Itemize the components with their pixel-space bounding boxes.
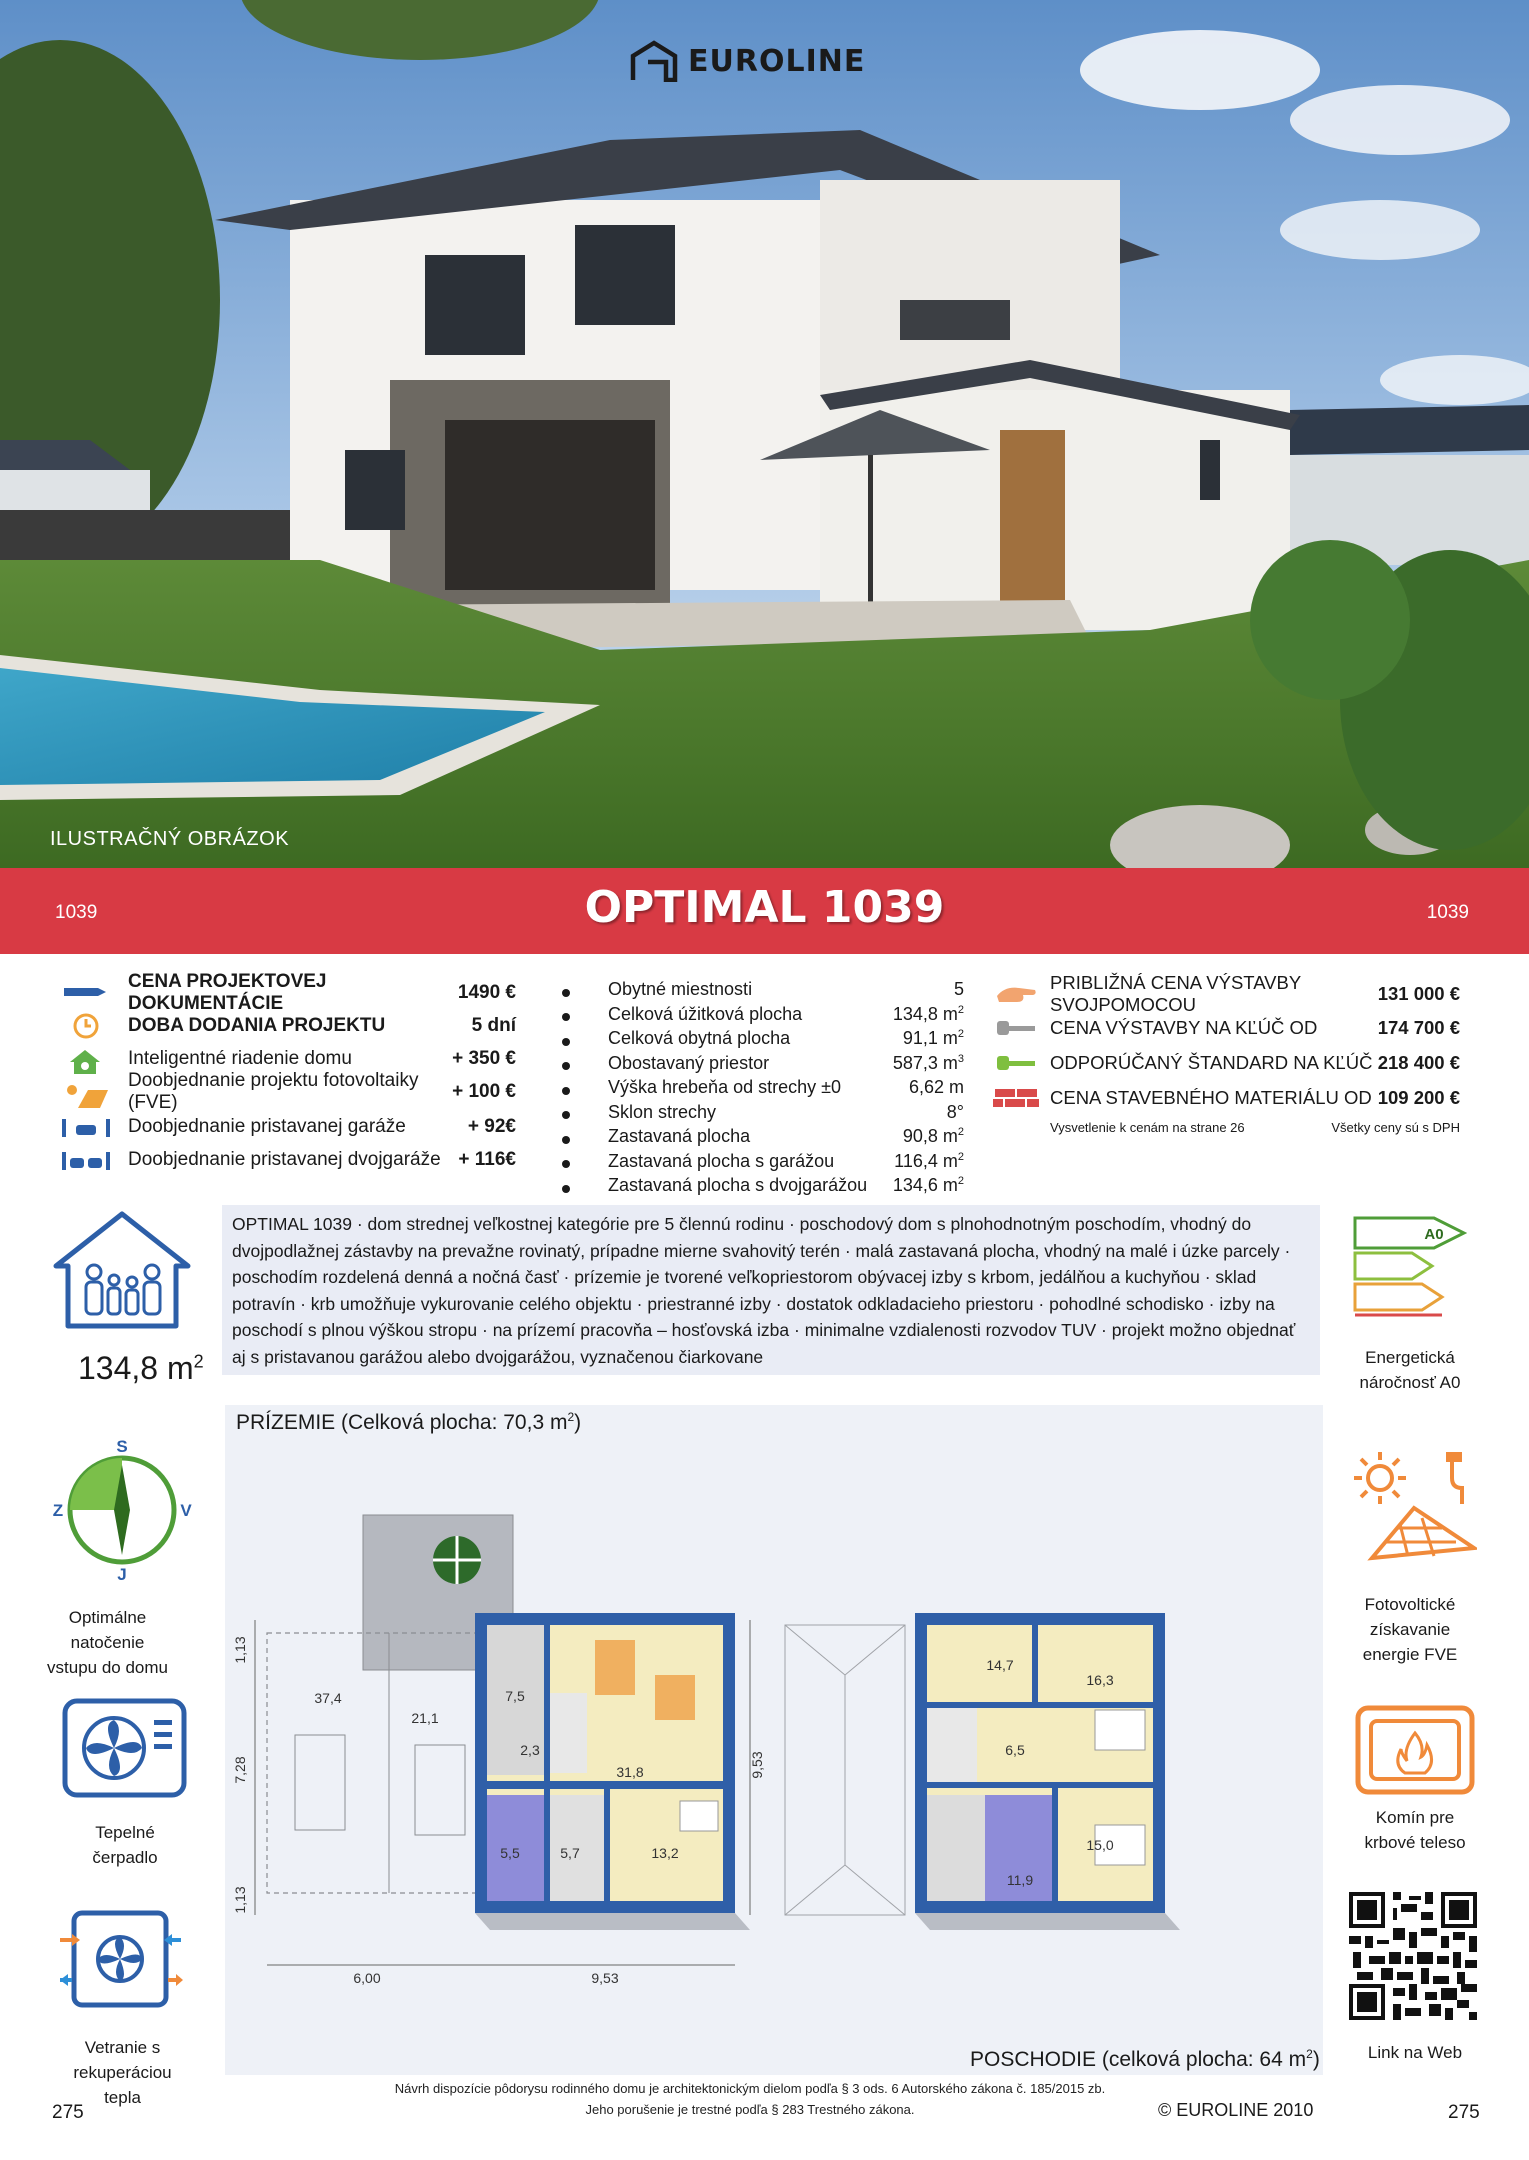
- spec-row: Zastavaná plocha s dvojgarážou 134,6 $m^2$: [608, 1174, 964, 1195]
- garage-icon: [60, 1117, 112, 1139]
- price-row: DOBA DODANIA PROJEKTU 5 dní: [128, 1015, 516, 1036]
- compass-z: Z: [52, 1501, 64, 1520]
- energy-class-icon: [1352, 1215, 1467, 1325]
- family-house-icon: [52, 1210, 192, 1330]
- copyright-legal-note: Návrh dispozície pôdorysu rodinného domu je architektonickým dielom podľa § 3 ods. 6 Autorského zákona č. 185/2015 zb. Jeho porušenie je trestné podľa § 283 Trestného zákona.: [394, 2081, 1106, 2117]
- upper-floor-title: POSCHODIE (celková plocha: 64 $m^2$): [970, 2047, 1320, 2071]
- compass-v: V: [180, 1501, 192, 1520]
- spec-row: Celková úžitková plocha 134,8 $m^2$: [608, 1003, 964, 1024]
- compass-j: J: [117, 1565, 127, 1584]
- price-row: Doobjednanie pristavanej dvojgaráže + 116€: [128, 1149, 516, 1170]
- heat-pump-icon: [62, 1698, 187, 1798]
- spec-row: Zastavaná plocha 90,8 $m^2$: [608, 1125, 964, 1146]
- pencil-icon: [62, 985, 108, 999]
- plan-dimension: 7,28: [232, 1756, 248, 1784]
- brand-name: EUROLINE: [688, 43, 866, 79]
- plan-dimension: 9,53: [591, 1970, 619, 1986]
- compass-icon: [52, 1435, 192, 1585]
- vat-note: Všetky ceny sú s DPH: [1331, 1120, 1460, 1135]
- page-number-right: 275: [1448, 2102, 1480, 2123]
- floor-plan-drawing: [225, 1405, 1323, 2075]
- cost-row: CENA STAVEBNÉHO MATERIÁLU OD 109 200 €: [1050, 1087, 1460, 1108]
- hand-icon: [995, 982, 1039, 1006]
- photovoltaic-icon: [1352, 1448, 1477, 1563]
- ground-room-area: 31,8: [616, 1764, 644, 1780]
- bullet: [562, 1087, 570, 1095]
- house-area: 134,8 $m^2$: [78, 1350, 204, 1386]
- plan-dimension: 1,13: [232, 1886, 248, 1914]
- bullet: [562, 989, 570, 997]
- brand-logo: [630, 40, 865, 82]
- ventilation-recuperation-icon: [58, 1910, 183, 2015]
- title-band: [0, 868, 1529, 954]
- energy-class-value: A0: [1424, 1226, 1444, 1243]
- orientation-label: Optimálne natočenie vstupu do domu: [47, 1608, 168, 1677]
- energy-label: Energetická náročnosť A0: [1359, 1348, 1461, 1392]
- price-row: CENA PROJEKTOVEJ DOKUMENTÁCIE 1490 €: [128, 971, 516, 1014]
- ground-room-area: 2,3: [520, 1742, 540, 1758]
- spec-row: Celková obytná plocha 91,1 $m^2$: [608, 1027, 964, 1048]
- ground-room-area: 7,5: [505, 1688, 525, 1704]
- double-garage-icon: [60, 1150, 112, 1172]
- ground-room-area: 37,4: [314, 1690, 342, 1706]
- ground-room-area: 5,7: [560, 1845, 580, 1861]
- spec-row: Výška hrebeňa od strechy ±0 6,62 m: [608, 1076, 964, 1097]
- bullet: [562, 1038, 570, 1046]
- floor-plans: [225, 1405, 1323, 2075]
- price-explanation-note: Vysvetlenie k cenám na strane 26: [1050, 1120, 1245, 1135]
- copyright: © EUROLINE 2010: [1158, 2100, 1314, 2120]
- cost-row: PRIBLIŽNÁ CENA VÝSTAVBY SVOJPOMOCOU 131 000 €: [1050, 972, 1460, 1015]
- heat-pump-label: Tepelné čerpadlo: [92, 1823, 158, 1867]
- illustration-note: ILUSTRAČNÝ OBRÁZOK: [50, 828, 290, 850]
- bullet: [562, 1111, 570, 1119]
- hero-image: [0, 0, 1529, 868]
- ground-room-area: 21,1: [411, 1710, 439, 1726]
- bullet: [562, 1062, 570, 1070]
- upper-room-area: 6,5: [1005, 1742, 1025, 1758]
- upper-room-area: 15,0: [1086, 1837, 1114, 1853]
- spec-row: Sklon strechy 8°: [608, 1101, 964, 1122]
- ground-floor-title: PRÍZEMIE (Celková plocha: 70,3 $m^2$): [236, 1410, 582, 1434]
- bullet: [562, 1013, 570, 1021]
- page-title: OPTIMAL 1039: [584, 882, 945, 933]
- fireplace-icon: [1355, 1705, 1475, 1795]
- bullet: [562, 1160, 570, 1168]
- bullet: [562, 1185, 570, 1193]
- ground-room-area: 5,5: [500, 1845, 520, 1861]
- key-icon: [995, 1018, 1039, 1038]
- upper-room-area: 14,7: [986, 1657, 1014, 1673]
- project-code-right: 1039: [1426, 902, 1469, 923]
- plan-dimension: 9,53: [749, 1751, 765, 1779]
- spec-row: Obytné miestnosti 5: [608, 978, 964, 999]
- ground-room-area: 13,2: [651, 1845, 679, 1861]
- plan-dimension: 1,13: [232, 1636, 248, 1664]
- house-logo-icon: [630, 40, 678, 82]
- qr-code-icon[interactable]: [1345, 1888, 1481, 2024]
- smart-home-icon: [68, 1048, 102, 1076]
- project-description: OPTIMAL 1039 · dom strednej veľkostnej kategórie pre 5 člennú rodinu · poschodový dom s plnohodnotným poschodím, vhodný do dvojpodlažnej zástavby na prevažne rovinatý, prípadne mierne svahovitý terén · malá zastavaná plocha, vhodný na malé i úzke parcely · poschodím rozdelená denná a nočná časť · prízemie je tvorené veľkopriestorom obývacej izby s krbom, jedálňou a kuchyňou · sklad potravín · krb umožňuje vykurovanie celého objektu · priestranné izby · dostatok odkladacieho priestoru · pohodlné schodisko · izby na poschodí s plnou výškou stropu · na prízemí pracovňa – hosťovská izba · minimalne vzdialenosti rozvodov TUV · projekt možno objednať aj s pristavanou garážou alebo dvojgarážou, vyznačenou čiarkovane: [222, 1205, 1320, 1375]
- solar-panel-icon: [60, 1080, 110, 1110]
- bricks-icon: [993, 1087, 1041, 1111]
- plan-dimension: 6,00: [353, 1970, 381, 1986]
- key-icon: [995, 1053, 1039, 1073]
- ventilation-label: Vetranie s rekuperáciou tepla: [73, 2038, 172, 2107]
- pv-label: Fotovoltické získavanie energie FVE: [1362, 1595, 1458, 1664]
- page-number-left: 275: [52, 2102, 84, 2123]
- cost-row: CENA VÝSTAVBY NA KĽÚČ OD 174 700 €: [1050, 1017, 1460, 1038]
- price-row: Inteligentné riadenie domu + 350 €: [128, 1048, 516, 1069]
- project-code-left: 1039: [55, 902, 98, 923]
- spec-row: Zastavaná plocha s garážou 116,4 $m^2$: [608, 1150, 964, 1171]
- upper-room-area: 11,9: [1006, 1872, 1034, 1888]
- price-row: Doobjednanie projektu fotovoltaiky (FVE) + 100 €: [128, 1070, 516, 1113]
- web-link-label[interactable]: Link na Web: [1367, 2043, 1463, 2062]
- spec-row: Obostavaný priestor 587,3 $m^3$: [608, 1052, 964, 1073]
- compass-s: S: [116, 1437, 128, 1456]
- fireplace-label: Komín pre krbové teleso: [1364, 1808, 1466, 1852]
- cost-row: ODPORÚČANÝ ŠTANDARD NA KĽÚČ 218 400 €: [1050, 1052, 1460, 1073]
- price-row: Doobjednanie pristavanej garáže + 92€: [128, 1116, 516, 1137]
- upper-room-area: 16,3: [1086, 1672, 1114, 1688]
- clock-icon: [72, 1012, 100, 1040]
- bullet: [562, 1136, 570, 1144]
